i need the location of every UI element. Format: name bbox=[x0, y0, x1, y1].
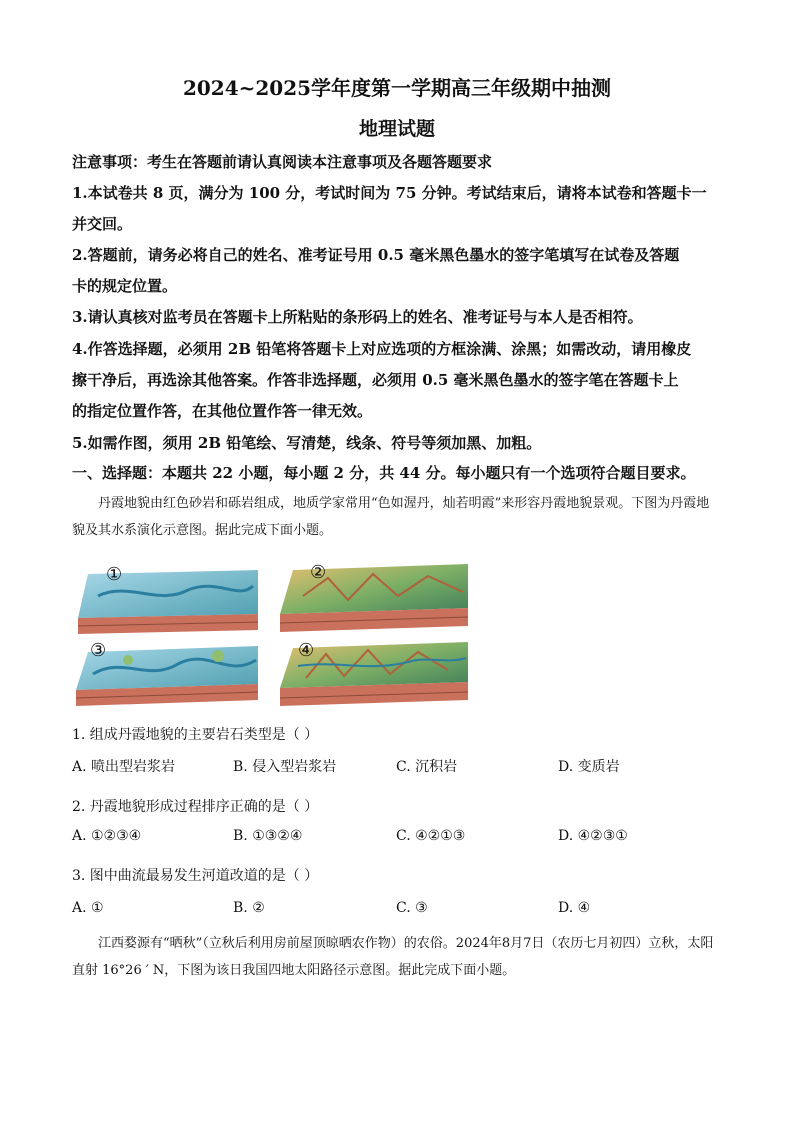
q1-option-a[interactable]: A. 喷出型岩浆岩 bbox=[72, 759, 176, 775]
q2-option-b[interactable]: B. ①③②④ bbox=[233, 828, 303, 844]
q3-option-b[interactable]: B. ② bbox=[233, 900, 265, 916]
section-heading: 一、选择题：本题共 22 小题，每小题 2 分，共 44 分。每小题只有一个选项符合题目要求。 bbox=[72, 464, 696, 482]
intro-paragraph-2: 江西婺源有“晒秋”（立秋后利用房前屋顶晾晒农作物）的农俗。2024年8月7日（农历七月初四）立秋，太阳直射 16°26 ′ N，下图为该日我国四地太阳路径示意图。据此完成下面小题。 bbox=[72, 936, 714, 978]
q1-option-c[interactable]: C. 沉积岩 bbox=[396, 759, 458, 775]
notice-line: 5.如需作图，须用 2B 铅笔绘、写清楚，线条、符号等须加黑、加粗。 bbox=[72, 434, 542, 452]
notice-line: 1.本试卷共 8 页，满分为 100 分，考试时间为 75 分钟。考试结束后，请将本试卷和答题卡一 bbox=[72, 184, 707, 202]
exam-subtitle: 地理试题 bbox=[358, 118, 435, 140]
figure-block-1 bbox=[78, 570, 258, 634]
figure-label-4: ④ bbox=[298, 640, 315, 661]
notice-line: 并交回。 bbox=[72, 215, 133, 233]
q2-option-a[interactable]: A. ①②③④ bbox=[72, 828, 142, 844]
q2-option-c[interactable]: C. ④②①③ bbox=[396, 828, 466, 844]
figure-label-1: ① bbox=[106, 564, 123, 585]
figure-label-3: ③ bbox=[90, 640, 107, 661]
question-1-stem: 1. 组成丹霞地貌的主要岩石类型是（ ） bbox=[72, 727, 319, 743]
q3-option-c[interactable]: C. ③ bbox=[396, 900, 428, 916]
intro-paragraph: 丹霞地貌由红色砂岩和砾岩组成，地质学家常用“色如渥丹，灿若明霞”来形容丹霞地貌景观。下图为丹霞地貌及其水系演化示意图。据此完成下面小题。 bbox=[72, 496, 710, 538]
notice-line: 擦干净后，再选涂其他答案。作答非选择题，必须用 0.5 毫米黑色墨水的签字笔在答题卡上 bbox=[72, 371, 679, 389]
q3-option-a[interactable]: A. ① bbox=[72, 900, 104, 916]
q2-option-d[interactable]: D. ④②③① bbox=[558, 828, 628, 844]
notice-line: 3.请认真核对监考员在答题卡上所粘贴的条形码上的姓名、准考证号与本人是否相符。 bbox=[72, 308, 643, 326]
notice-line: 的指定位置作答，在其他位置作答一律无效。 bbox=[72, 402, 373, 420]
question-2-stem: 2. 丹霞地貌形成过程排序正确的是（ ） bbox=[72, 799, 319, 815]
question-3-stem: 3. 图中曲流最易发生河道改道的是（ ） bbox=[72, 868, 319, 884]
notice-heading: 注意事项：考生在答题前请认真阅读本注意事项及各题答题要求 bbox=[72, 153, 493, 171]
q1-option-b[interactable]: B. 侵入型岩浆岩 bbox=[233, 759, 337, 775]
q1-option-d[interactable]: D. 变质岩 bbox=[558, 759, 620, 775]
exam-title: 2024~2025学年度第一学期高三年级期中抽测 bbox=[182, 76, 612, 100]
figure-label-2: ② bbox=[310, 562, 327, 583]
q3-option-d[interactable]: D. ④ bbox=[558, 900, 591, 916]
notice-line: 2.答题前，请务必将自己的姓名、准考证号用 0.5 毫米黑色墨水的签字笔填写在试卷及答题 bbox=[72, 246, 680, 264]
danxia-figure bbox=[68, 556, 488, 716]
figure-block-2 bbox=[280, 564, 468, 632]
notice-line: 卡的规定位置。 bbox=[72, 277, 178, 295]
notice-line: 4.作答选择题，必须用 2B 铅笔将答题卡上对应选项的方框涂满、涂黑；如需改动，请用橡皮 bbox=[72, 340, 692, 358]
